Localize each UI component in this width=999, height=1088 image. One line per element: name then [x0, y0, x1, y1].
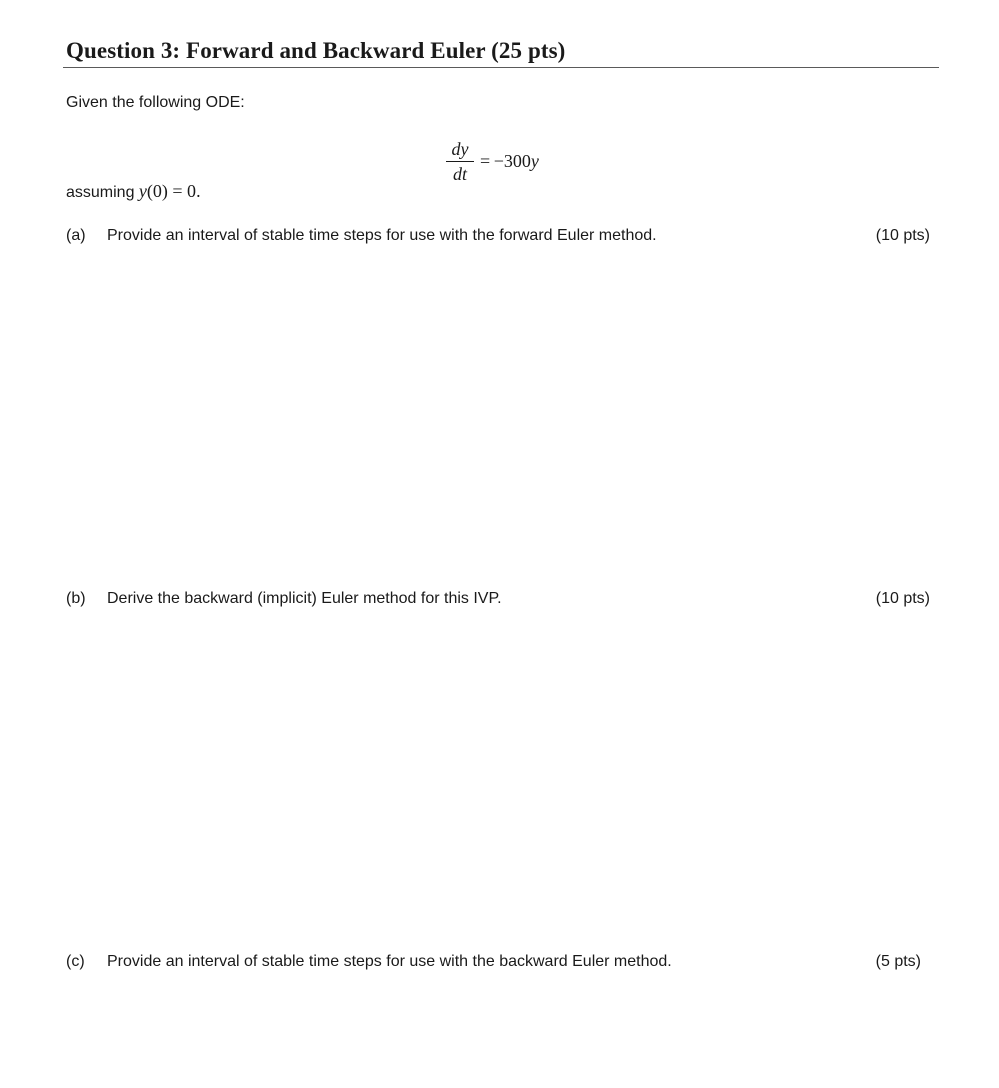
- assumption-math: [139, 181, 201, 201]
- part-a: [66, 227, 930, 249]
- fraction-numerator: dy: [451, 138, 469, 159]
- part-a-text: Provide an interval of stable time steps for use with the forward Euler method.: [107, 227, 657, 244]
- assumption-suffix: .: [196, 181, 201, 201]
- rhs-coefficient: −300: [493, 150, 531, 171]
- part-c: [66, 953, 930, 975]
- part-b: [66, 590, 930, 612]
- initial-condition: [66, 181, 201, 202]
- rhs-variable: y: [530, 150, 539, 171]
- part-c-label: (c): [66, 953, 85, 970]
- assumption-argument: (0) = 0: [146, 181, 197, 201]
- part-a-label: (a): [66, 227, 86, 244]
- part-b-label: (b): [66, 590, 86, 607]
- part-a-points: (10 pts): [875, 227, 930, 244]
- title-underline: [63, 67, 939, 68]
- part-b-text: Derive the backward (implicit) Euler method for this IVP.: [107, 590, 502, 607]
- intro-text: Given the following ODE:: [66, 94, 245, 111]
- part-c-points: (5 pts): [875, 953, 921, 970]
- part-a-answer-space: [66, 252, 930, 582]
- fraction-denominator: dt: [452, 163, 467, 184]
- question-title: Question 3: Forward and Backward Euler (25 pts): [66, 38, 566, 63]
- part-b-answer-space: [66, 615, 930, 945]
- part-c-answer-space: [66, 978, 930, 1078]
- ode-equation: [446, 134, 539, 188]
- equation-rhs: [480, 151, 539, 172]
- derivative-fraction: [446, 139, 474, 184]
- part-b-points: (10 pts): [875, 590, 930, 607]
- equals-sign: =: [480, 150, 491, 171]
- assumption-function: y: [138, 181, 147, 201]
- part-c-text: Provide an interval of stable time steps for use with the backward Euler method.: [107, 953, 672, 970]
- assumption-prefix: assuming: [66, 184, 139, 201]
